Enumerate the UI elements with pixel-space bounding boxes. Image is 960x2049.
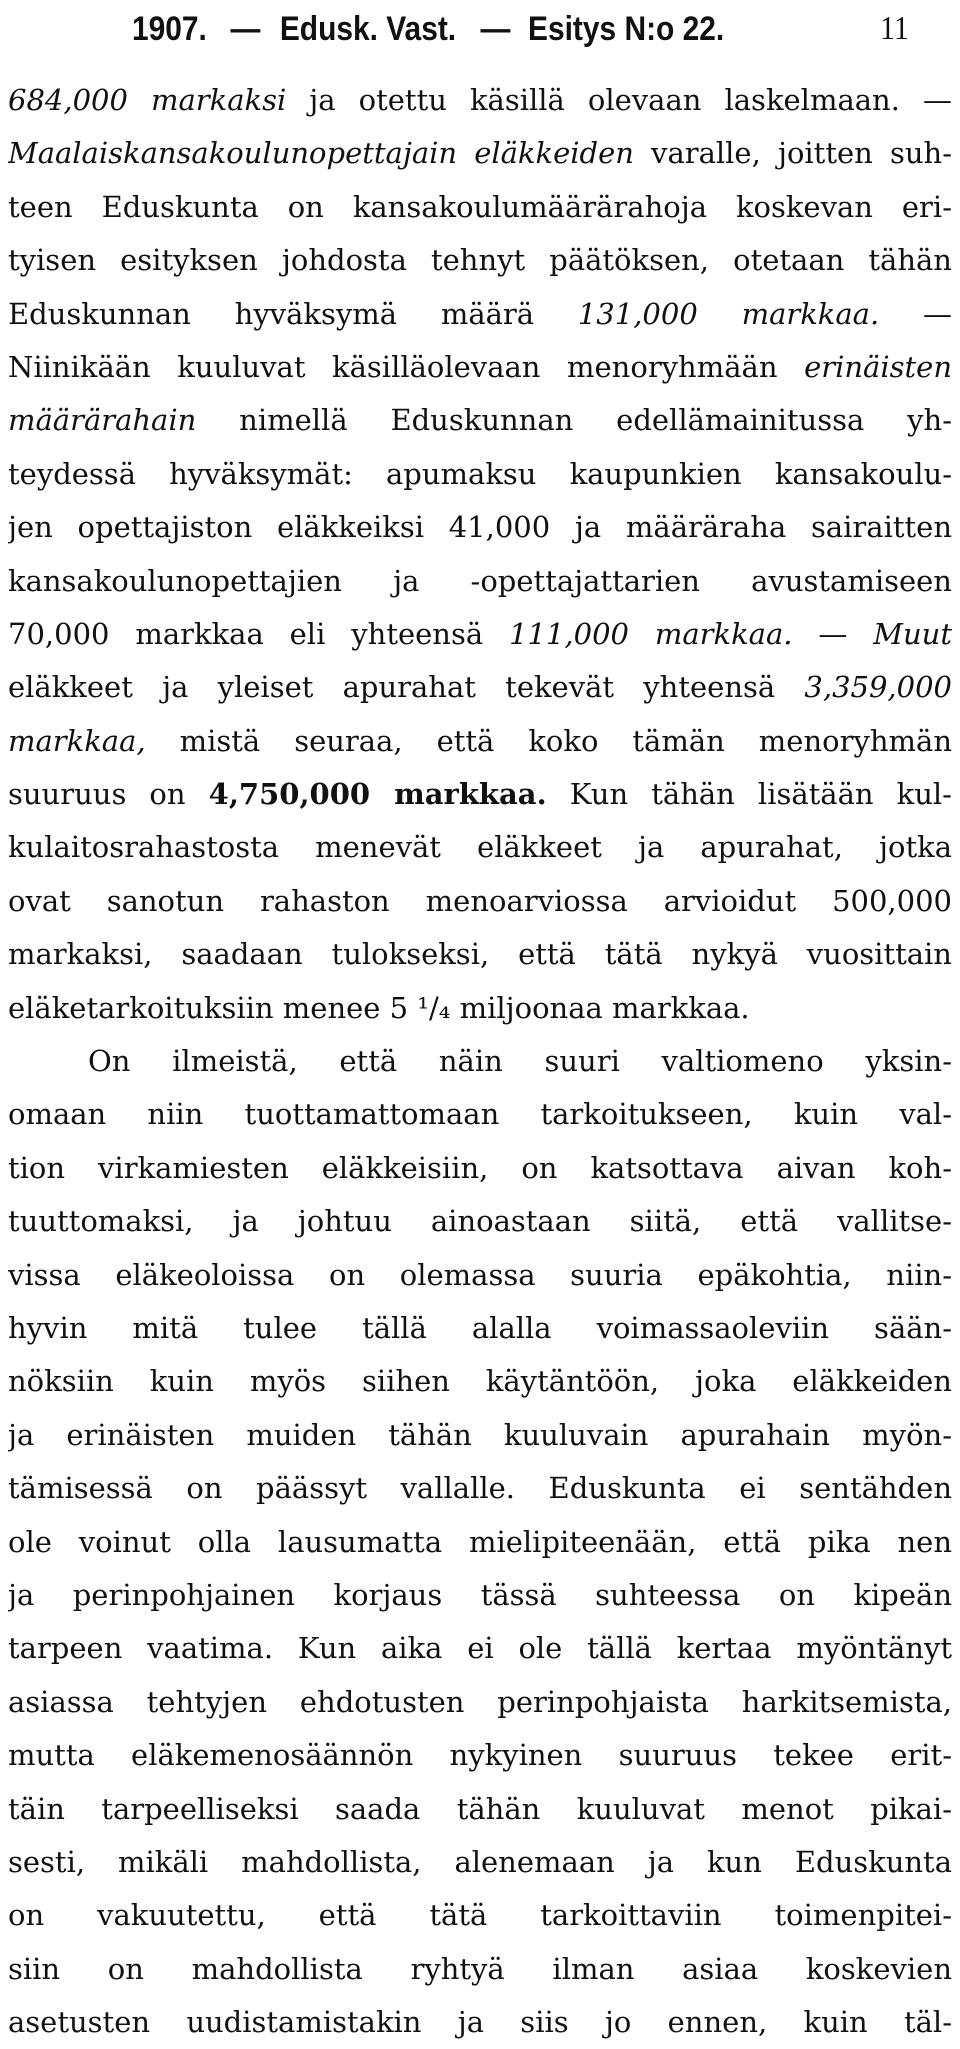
text-line (8, 1836, 952, 1889)
text-run: — (792, 616, 874, 651)
text-run: eläketarkoituksiin menee 5 ¹/₄ miljoonaa markkaa. (8, 990, 750, 1025)
text-run: ja erinäisten muiden tähän kuuluvain apurahain myön- (8, 1417, 952, 1452)
text-run: kansakoulunopettajien ja -opettajattarien avustamiseen (8, 563, 952, 598)
text-run: Eduskunnan hyväksymä määrä (8, 296, 578, 331)
text-line (8, 1783, 952, 1836)
page-number: 11 (880, 10, 909, 47)
text-run: ovat sanotun rahaston menoarviossa arvioidut 500,000 (8, 883, 952, 918)
italic-run: markkaa, (8, 723, 146, 758)
body-text (8, 74, 952, 2049)
text-run: tion virkamiesten eläkkeisiin, on katsottava aivan koh- (8, 1150, 952, 1185)
text-line (8, 1249, 952, 1302)
text-line (8, 1195, 952, 1248)
text-line (8, 768, 952, 821)
text-run: tuuttomaksi, ja johtuu ainoastaan siitä, että vallitse- (8, 1204, 952, 1239)
text-line (8, 181, 952, 234)
text-run: siin on mahdollista ryhtyä ilman asiaa koskevien (8, 1951, 952, 1986)
text-line (8, 715, 952, 768)
text-line (8, 127, 952, 180)
text-line (8, 1035, 952, 1088)
text-line (8, 1516, 952, 1569)
text-line (8, 394, 952, 447)
text-line (8, 1729, 952, 1782)
italic-run: Maalaiskansakoulunopettajain eläkkeiden (8, 136, 634, 171)
text-line (8, 1676, 952, 1729)
italic-run: erinäisten (804, 349, 952, 384)
text-line (8, 341, 952, 394)
italic-run: 131,000 markkaa. (577, 296, 880, 331)
text-line (8, 1889, 952, 1942)
text-run: nöksiin kuin myös siihen käytäntöön, joka eläkkeiden (8, 1364, 952, 1399)
text-line (8, 982, 952, 1035)
text-run: markaksi, saadaan tulokseksi, että tätä nykyä vuosittain (8, 937, 952, 972)
text-line (8, 1302, 952, 1355)
text-line (8, 1409, 952, 1462)
italic-run: 3,359,000 (804, 670, 952, 705)
text-run: vissa eläkeoloissa on olemassa suuria epäkohtia, niin- (8, 1257, 952, 1292)
text-run: Kun tähän lisätään kul- (546, 777, 952, 812)
text-run: täin tarpeelliseksi saada tähän kuuluvat menot pikai- (8, 1791, 952, 1826)
text-run: ja otettu käsillä olevaan laskelmaan. — (286, 83, 952, 117)
text-run: suuruus on (8, 777, 209, 812)
text-line (8, 1462, 952, 1515)
header-year: 1907. (132, 10, 207, 48)
text-run: tyisen esityksen johdosta tehnyt päätöksen, otetaan tähän (8, 243, 952, 278)
text-run: nimellä Eduskunnan edellämainitussa yh- (196, 403, 952, 438)
header-journal: Edusk. Vast. (279, 10, 457, 48)
text-line (8, 875, 952, 928)
header-series: Esitys N:o 22. (528, 10, 725, 48)
text-run: sesti, mikäli mahdollista, alenemaan ja kun Eduskunta (8, 1844, 952, 1879)
text-line (8, 821, 952, 874)
text-line (8, 234, 952, 287)
text-line (8, 74, 952, 127)
text-run: tämisessä on päässyt vallalle. Eduskunta ei sentähden (8, 1471, 952, 1506)
text-line (8, 608, 952, 661)
text-run: asetusten uudistamistakin ja siis jo ennen, kuin täl- (8, 2005, 952, 2040)
text-run: kulaitosrahastosta menevät eläkkeet ja apurahat, jotka (8, 830, 952, 865)
text-line (8, 1943, 952, 1996)
text-run: Niinikään kuuluvat käsilläolevaan menoryhmään (8, 349, 805, 384)
italic-run: Muut (873, 616, 952, 651)
italic-run: 684,000 markaksi (8, 83, 287, 117)
text-line (8, 661, 952, 714)
text-run: varalle, joitten suh- (633, 136, 952, 171)
text-run: hyvin mitä tulee tällä alalla voimassaoleviin sään- (8, 1310, 952, 1345)
text-line (8, 1622, 952, 1675)
text-run: asiassa tehtyjen ehdotusten perinpohjaista harkitsemista, (8, 1684, 952, 1719)
text-line (8, 288, 952, 341)
text-run: jen opettajiston eläkkeiksi 41,000 ja määräraha sairaitten (8, 510, 952, 545)
text-run: teen Eduskunta on kansakoulumäärärahoja koskevan eri- (8, 189, 952, 224)
text-line (8, 1088, 952, 1141)
text-line (8, 1569, 952, 1622)
text-line (8, 1355, 952, 1408)
header-dash-2: — (480, 10, 511, 48)
text-line (8, 501, 952, 554)
text-line (8, 555, 952, 608)
text-run: — (879, 296, 952, 331)
text-run: on vakuutettu, että tätä tarkoittaviin toimenpitei- (8, 1898, 952, 1933)
text-run: mistä seuraa, että koko tämän menoryhmän (145, 723, 952, 758)
text-run: On ilmeistä, että näin suuri valtiomeno yksin- (88, 1044, 952, 1079)
text-run: tarpeen vaatima. Kun aika ei ole tällä kertaa myöntänyt (8, 1631, 952, 1666)
text-line (8, 1996, 952, 2049)
text-run: mutta eläkemenosäännön nykyinen suuruus tekee erit- (8, 1738, 952, 1773)
text-run: 70,000 markkaa eli yhteensä (8, 616, 510, 651)
text-line (8, 1142, 952, 1195)
text-run: eläkkeet ja yleiset apurahat tekevät yhteensä (8, 670, 805, 705)
text-run: teydessä hyväksymät: apumaksu kaupunkien kansakoulu- (8, 456, 952, 491)
italic-run: 111,000 markkaa. (509, 616, 793, 651)
italic-run: määrärahain (8, 403, 197, 438)
header-dash-1: — (230, 10, 261, 48)
text-run: ja perinpohjainen korjaus tässä suhteessa on kipeän (8, 1577, 952, 1612)
bold-run: 4,750,000 markkaa. (208, 777, 547, 812)
text-run: ole voinut olla lausumatta mielipiteenään, että pika nen (8, 1524, 952, 1559)
running-header (0, 4, 909, 54)
text-line (8, 448, 952, 501)
text-run: omaan niin tuottamattomaan tarkoitukseen, kuin val- (8, 1097, 952, 1132)
text-line (8, 928, 952, 981)
